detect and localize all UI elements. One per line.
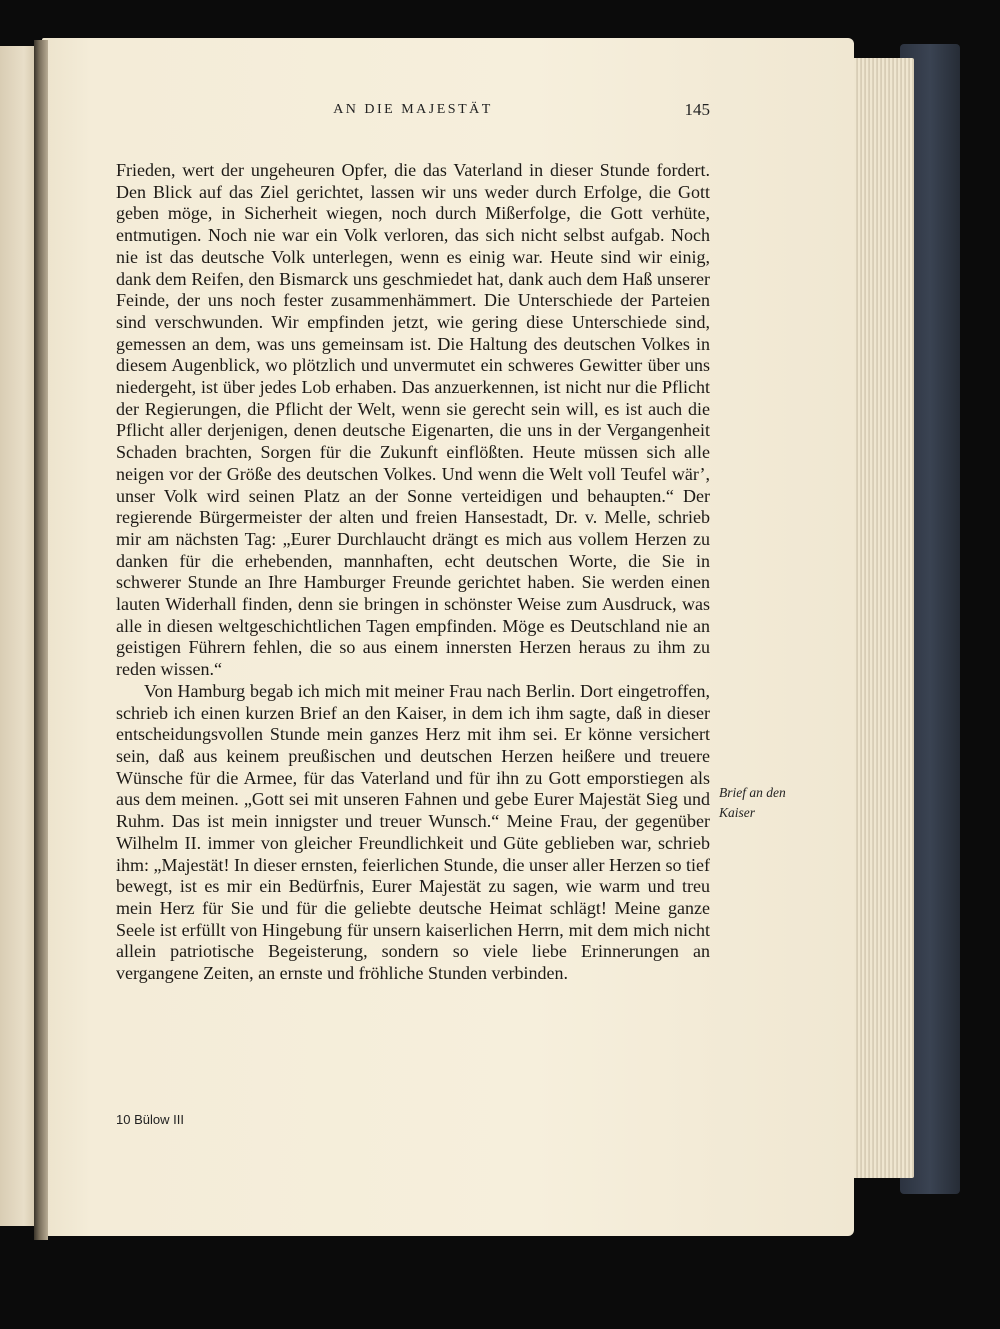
marginal-note-line-1: Brief an den <box>719 785 786 800</box>
book-gutter <box>34 40 48 1240</box>
signature-mark: 10 Bülow III <box>116 1112 184 1127</box>
header-title: AN DIE MAJESTÄT <box>333 102 493 117</box>
paragraph-2: Von Hamburg begab ich mich mit meiner Frau nach Berlin. Dort eingetroffen, schrieb ich einen kurzen Brief an den Kaiser, in dem ich ihm sagte, daß in dieser entscheidungsvollen Stunde mein ganzes Herz mit ihm sei. Er könne versichert sein, daß aus keinem preußischen und deutschen Herzen heißere und treuere Wünsche für die Armee, für das Vaterland und für ihn zu Gott emporstiegen als aus dem meinen. „Gott sei mit unseren Fahnen und gebe Eurer Majestät Sieg und Ruhm. Das ist mein innigster und treuer Wunsch.“ Meine Frau, der gegenüber Wilhelm II. immer von gleicher Freundlichkeit und Güte geblieben war, schrieb ihm: „Majestät! In dieser ernsten, feierlichen Stunde, die unser aller Herzen so tief bewegt, ist es mir ein Bedürfnis, Eurer Majestät zu sagen, wie warm und treu mein Herz für Sie und für die geliebte deutsche Heimat schlägt! Meine ganze Seele ist erfüllt von Hingebung für unsern kaiserlichen Herrn, mit dem mich nicht allein patriotische Begeisterung, sondern so viele liebe Erinnerungen an vergangene Zeiten, an ernste und fröhliche Stunden verbinden. <box>116 680 710 984</box>
page-block-edges <box>846 58 914 1178</box>
page-number: 145 <box>684 100 710 119</box>
body-text <box>116 160 710 985</box>
paragraph-1: Frieden, wert der ungeheuren Opfer, die das Vaterland in dieser Stunde fordert. Den Blick auf das Ziel gerichtet, lassen wir uns weder durch Erfolge, die Gott geben möge, in Sicherheit wiegen, noch durch Mißerfolge, die Gott verhüte, entmutigen. Noch nie war ein Volk verloren, das sich nicht selbst aufgab. Noch nie ist das deutsche Volk unterlegen, wenn es einig war. Heute sind wir einig, dank dem Reifen, den Bismarck uns geschmiedet hat, dank auch dem Haß unserer Feinde, der uns noch fester zusammenhämmert. Die Unterschiede der Parteien sind verschwunden. Wir empfinden jetzt, wie gering diese Unterschiede sind, gemessen an dem, was uns gemeinsam ist. Die Haltung des deutschen Volkes in diesem Augenblick, wo plötzlich und unvermutet ein schweres Gewitter über uns niedergeht, ist über jedes Lob erhaben. Das anzuerkennen, ist nicht nur die Pflicht der Regierungen, die Pflicht der Welt, wenn sie gerecht sein will, es ist auch die Pflicht aller derjenigen, denen deutsche Eigenarten, die uns in der Vergangenheit Schaden brachten, Sorgen für die Zukunft einflößten. Heute müssen sich alle neigen vor der Größe des deutschen Volkes. Und wenn die Welt voll Teufel wär’, unser Volk wird seinen Platz an der Sonne verteidigen und behaupten.“ Der regierende Bürgermeister der alten und freien Hansestadt, Dr. v. Melle, schrieb mir am nächsten Tag: „Eurer Durchlaucht drängt es mich aus vollem Herzen zu danken für die erhebenden, mannhaften, echt deutschen Worte, die Sie in schwerer Stunde an Ihre Hamburger Freunde gerichtet haben. Sie werden einen lauten Widerhall finden, denn sie bringen in schönster Weise zum Ausdruck, was alle in diesen weltgeschichtlichen Tagen empfinden. Möge es Deutschland nie an geistigen Führern fehlen, die so aus einem innersten Herzen heraus zu ihm zu reden wissen.“ <box>116 160 710 680</box>
marginal-note <box>719 783 829 823</box>
marginal-note-line-2: Kaiser <box>719 805 756 820</box>
running-head <box>116 100 710 124</box>
